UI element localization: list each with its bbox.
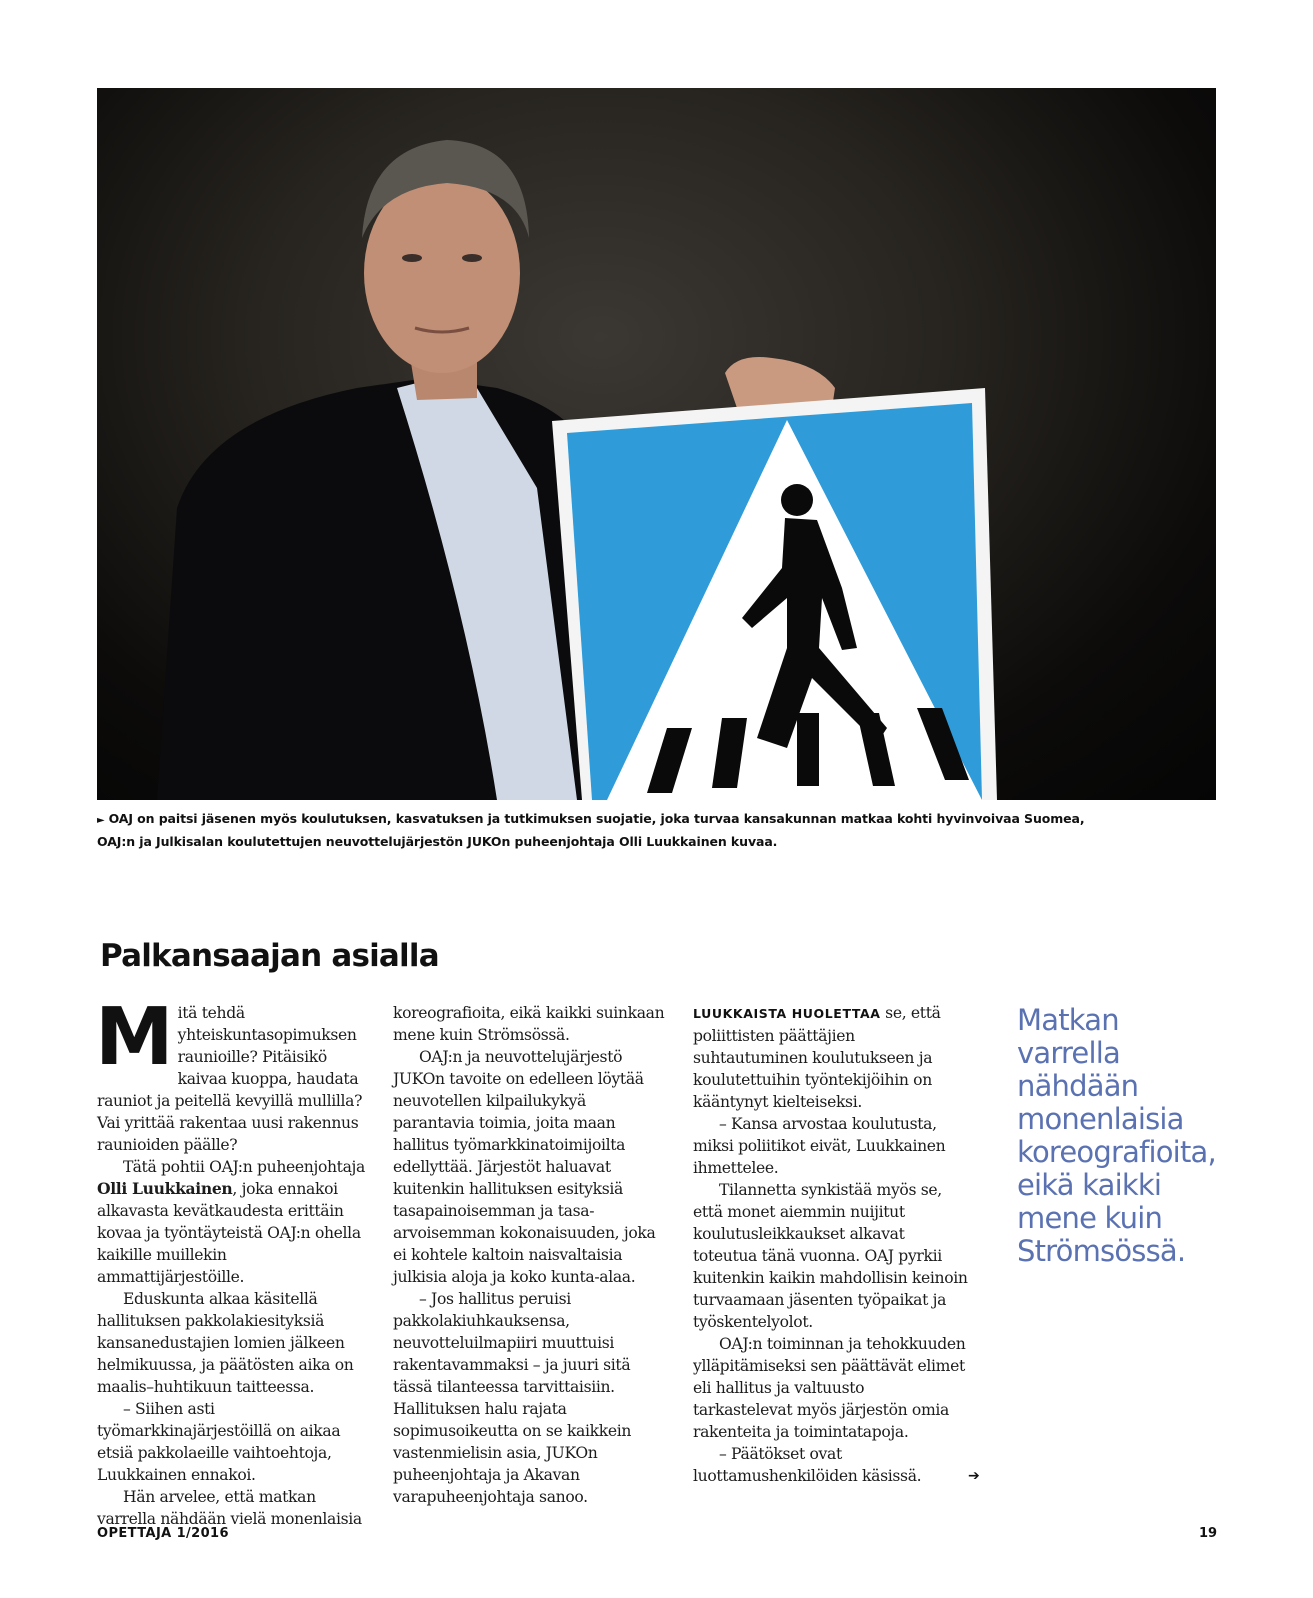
paragraph: Eduskunta alkaa käsitellä hallituksen pakkolakiesityksiä kansanedustajien lomien jälkeen helmikuussa, ja päätösten aika on maalis–huhtikuun taitteessa.	[97, 1290, 354, 1396]
photo-caption	[97, 808, 1217, 852]
paragraph: Mitä tehdä yhteiskuntasopimuksen raunioille? Pitäisikö kaivaa kuoppa, haudata rauniot ja peitellä kevyillä mullilla? Vai yrittää rakentaa uusi rakennus raunioiden päälle?	[95, 991, 363, 1154]
pull-quote: Matkan varrella nähdään monenlaisia koreografioita, eikä kaikki mene kuin Strömsössä.	[1017, 1003, 1216, 1268]
paragraph: koreografioita, eikä kaikki suinkaan mene kuin Strömsössä.	[393, 1004, 665, 1044]
article-column-1	[95, 991, 372, 1530]
paragraph: OAJ:n toiminnan ja tehokkuuden ylläpitämiseksi sen päättävät elimet eli hallitus ja valtuusto tarkastelevat myös järjestön omia rakenteita ja toimintatapoja.	[693, 1335, 966, 1441]
triangle-marker-icon: ►	[97, 815, 105, 826]
paragraph: – Päätökset ovat luottamushenkilöiden käsissä.	[693, 1445, 922, 1485]
paragraph: Hän arvelee, että matkan varrella nähdään vielä monenlaisia	[97, 1488, 362, 1528]
paragraph: Tilannetta synkistää myös se, että monet aiemmin nuijitut koulutusleikkaukset alkavat toteutua tänä vuonna. OAJ pyrkii kuitenkin kaikin mahdollisin keinoin turvaamaan jäsenten työpaikat ja työskentelyolot.	[693, 1181, 968, 1331]
page-number: 19	[1199, 1526, 1218, 1541]
article-headline: Palkansaajan asialla	[100, 938, 439, 974]
dropcap: M	[95, 991, 172, 1083]
person-name: Olli Luukkainen	[97, 1179, 233, 1198]
publication-name: OPETTAJA 1/2016	[97, 1526, 229, 1541]
lead-in: LUUKKAISTA HUOLETTAA	[693, 1006, 881, 1021]
paragraph: – Siihen asti työmarkkinajärjestöillä on aikaa etsiä pakkolaeille vaihtoehtoja, Luukkainen ennakoi.	[97, 1400, 341, 1484]
caption-line-1: OAJ on paitsi jäsenen myös koulutuksen, kasvatuksen ja tutkimuksen suojatie, joka turvaa kansakunnan matkaa kohti hyvinvoivaa Suomea,	[108, 811, 1085, 826]
caption-line-2: OAJ:n ja Julkisalan koulutettujen neuvottelujärjestön JUKOn puheenjohtaja Olli Luukkainen kuvaa.	[97, 834, 778, 849]
paragraph: – Jos hallitus peruisi pakkolakiuhkauksensa, neuvotteluilmapiiri muuttuisi rakentavammaksi – ja juuri sitä tässä tilanteessa tarvittaisiin. Hallituksen halu rajata sopimusoikeutta on se kaikkein vastenmielisin asia, JUKOn puheenjohtaja ja Akavan varapuheenjohtaja sanoo.	[393, 1290, 632, 1506]
paragraph: LUUKKAISTA HUOLETTAA se, että poliittisten päättäjien suhtautuminen koulutukseen ja koulutettuihin työntekijöihin on kääntynyt kielteiseksi.	[693, 1004, 941, 1111]
continue-arrow-icon: ➔	[968, 1468, 980, 1484]
article-column-2	[393, 1002, 668, 1508]
article-column-3	[693, 1002, 968, 1487]
paragraph: OAJ:n ja neuvottelujärjestö JUKOn tavoite on edelleen löytää neuvotellen kilpailukykyä parantavia toimia, joita maan hallitus työmarkkinatoimijoilta edellyttää. Järjestöt haluavat kuitenkin hallituksen esityksiä tasapainoisemman ja tasa-arvoisemman kokonaisuuden, joka ei kohtele kaltoin naisvaltaisia julkisia aloja ja koko kunta-alaa.	[393, 1048, 656, 1286]
article-photo	[97, 88, 1216, 800]
paragraph: – Kansa arvostaa koulutusta, miksi poliitikot eivät, Luukkainen ihmettelee.	[693, 1115, 946, 1177]
paragraph: Tätä pohtii OAJ:n puheenjohtaja Olli Luukkainen, joka ennakoi alkavasta kevätkaudesta erittäin kovaa ja työntäyteistä OAJ:n ohella kaikille muillekin ammattijärjestöille.	[97, 1158, 365, 1286]
portrait-illustration	[97, 88, 1216, 800]
